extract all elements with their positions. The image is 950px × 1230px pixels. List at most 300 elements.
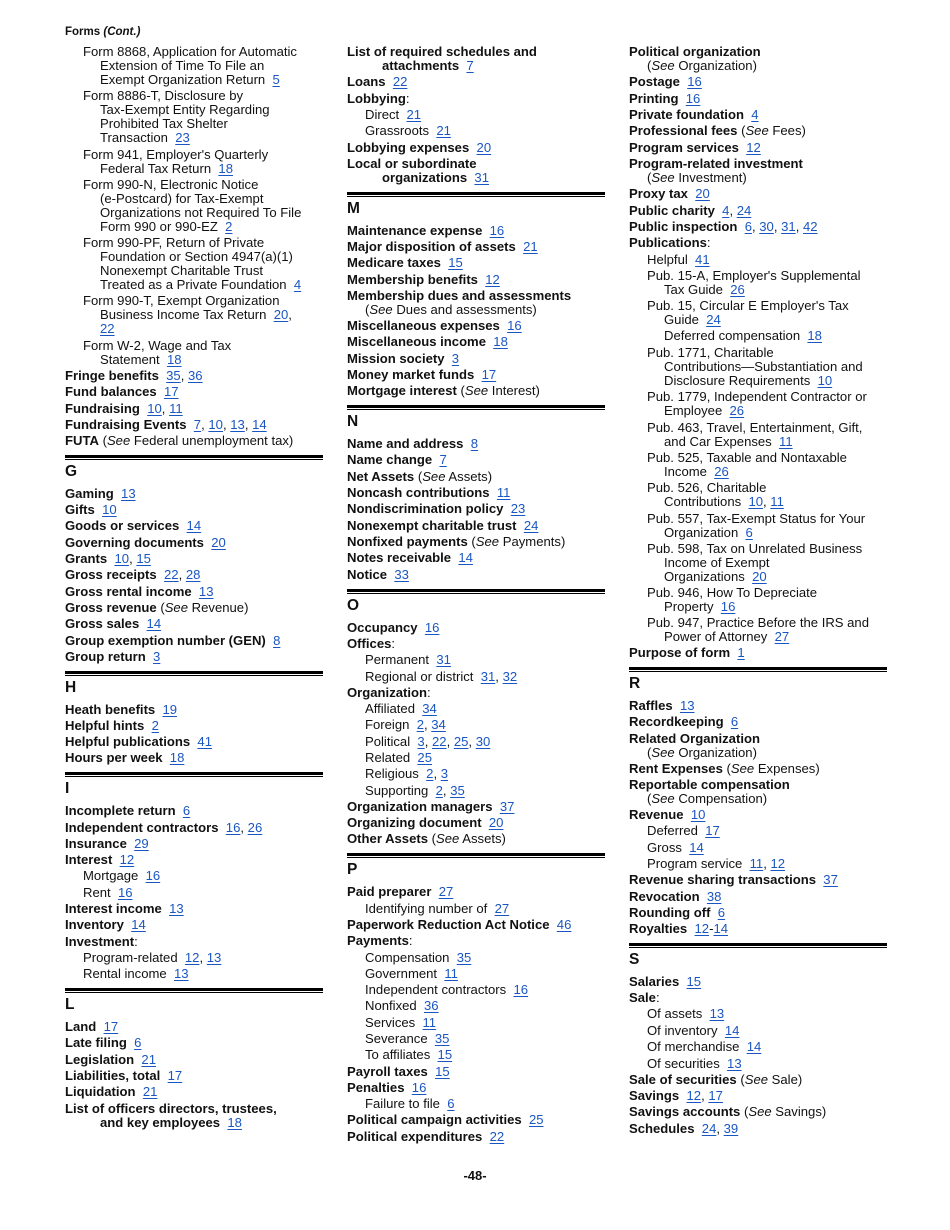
page-link[interactable]: 27	[438, 884, 454, 899]
entry-term: Form 990-PF, Return of Private	[83, 235, 265, 250]
page-link[interactable]: 21	[406, 107, 422, 122]
page-link[interactable]: 38	[706, 889, 722, 904]
page-link[interactable]: 18	[218, 161, 233, 176]
index-entry	[629, 140, 761, 156]
index-entry	[629, 186, 710, 202]
page-link[interactable]: 12	[485, 272, 500, 287]
page-link[interactable]: 33	[394, 567, 409, 582]
page-link[interactable]: 26	[714, 464, 729, 479]
page-link[interactable]: 20	[695, 186, 710, 201]
page-link[interactable]: 11	[779, 434, 793, 449]
page-link[interactable]: 14	[689, 840, 704, 855]
page-link[interactable]: 41	[695, 252, 710, 267]
page-link[interactable]: 22	[163, 567, 179, 582]
entry-term: Fringe benefits	[65, 368, 159, 383]
index-entry: Payments:	[347, 933, 413, 948]
page-link[interactable]: 29	[134, 836, 149, 851]
index-entry: Investment:	[65, 934, 138, 949]
index-entry: (See Investment)	[647, 170, 747, 185]
index-entry	[65, 1084, 157, 1100]
page-link[interactable]: 37	[499, 799, 515, 814]
page-link[interactable]: 21	[142, 1084, 158, 1099]
page-link[interactable]: 11	[770, 494, 784, 509]
page-link[interactable]: 16	[489, 223, 505, 238]
entry-term: Gifts	[65, 502, 95, 517]
page-link[interactable]: 24	[523, 518, 539, 533]
page-link[interactable]: 14	[713, 921, 729, 936]
page-link[interactable]: 14	[146, 616, 162, 631]
entry-term: Medicare taxes	[347, 255, 441, 270]
page-link[interactable]: 11	[496, 485, 511, 500]
entry-term: Failure to file	[365, 1096, 440, 1111]
page-link[interactable]: 23	[175, 130, 190, 145]
page-link[interactable]: 17	[481, 367, 497, 382]
page-link[interactable]: 24	[706, 312, 721, 327]
entry-term: Legislation	[65, 1052, 135, 1067]
page-link[interactable]: 23	[510, 501, 526, 516]
index-entry	[100, 161, 233, 177]
index-entry	[647, 1023, 739, 1039]
page-link[interactable]: 16	[687, 74, 702, 89]
see-label: See	[369, 302, 393, 317]
entry-term: Nondiscrimination policy	[347, 501, 504, 516]
page-link[interactable]: 11	[422, 1015, 437, 1030]
entry-term: To affiliates	[365, 1047, 431, 1062]
index-entry	[347, 501, 525, 517]
page-link[interactable]: 12	[119, 852, 135, 867]
page-link[interactable]: 13	[169, 901, 184, 916]
entry-term: Transaction	[100, 130, 168, 145]
page-link[interactable]: 10	[208, 417, 223, 432]
page-link[interactable]: 2	[426, 766, 434, 781]
index-entry	[629, 807, 705, 823]
entry-term: Membership benefits	[347, 272, 478, 287]
entry-term: Organization	[664, 525, 739, 540]
entry-term: Money market funds	[347, 367, 475, 382]
entry-term: Paid preparer	[347, 884, 432, 899]
see-label: See	[651, 170, 675, 185]
page-link[interactable]: 39	[723, 1121, 739, 1136]
index-entry: Sale of securities (See Sale)	[629, 1072, 803, 1087]
page-link[interactable]: 25	[453, 734, 469, 749]
page-link[interactable]: 6	[744, 219, 752, 234]
page-link[interactable]: 16	[720, 599, 736, 614]
index-entry	[664, 599, 735, 615]
entry-term: Organization	[347, 685, 428, 700]
page-link[interactable]: 27	[774, 629, 790, 644]
index-entry	[347, 815, 503, 831]
page-link[interactable]: 30	[475, 734, 491, 749]
entry-term: Form 8868, Application for Automatic	[83, 44, 297, 59]
index-entry	[347, 917, 571, 933]
page-link[interactable]: 2	[151, 718, 159, 733]
index-entry	[65, 502, 117, 518]
entry-term: Pub. 947, Practice Before the IRS and	[647, 615, 869, 630]
page-link[interactable]: 3	[451, 351, 460, 366]
page-link[interactable]: 7	[193, 417, 202, 432]
entry-term: Miscellaneous expenses	[347, 318, 500, 333]
entry-term: Investment	[65, 934, 135, 949]
entry-term: Royalties	[629, 921, 688, 936]
index-entry	[65, 718, 159, 734]
page-link[interactable]: 17	[705, 823, 720, 838]
entry-term: Land	[65, 1019, 97, 1034]
page-link[interactable]: 16	[145, 868, 161, 883]
page-link[interactable]: 21	[523, 239, 538, 254]
page-link[interactable]: 16	[513, 982, 529, 997]
index-entry: Publications:	[629, 235, 711, 250]
page-link[interactable]: 10	[147, 401, 162, 416]
page-link[interactable]: 24	[736, 203, 752, 218]
index-entry	[65, 852, 134, 868]
entry-term: Contributions—Substantiation and	[664, 359, 863, 374]
index-entry: Program service 11, 12	[647, 856, 786, 871]
page-link[interactable]: 13	[679, 698, 695, 713]
entry-term: Fundraising Events	[65, 417, 187, 432]
index-entry	[65, 649, 160, 665]
section-letter: N	[347, 413, 359, 430]
page-link[interactable]: 20	[488, 815, 504, 830]
index-entry	[347, 452, 447, 468]
page-link[interactable]: 12	[746, 140, 761, 155]
page-link[interactable]: 31	[480, 669, 496, 684]
index-entry: (See Organization)	[647, 745, 757, 760]
page-link[interactable]: 17	[708, 1088, 723, 1103]
page-link[interactable]: 32	[502, 669, 518, 684]
page-link[interactable]: 22	[100, 321, 115, 336]
entry-term: Pub. 557, Tax-Exempt Status for Your	[647, 511, 866, 526]
page-link[interactable]: 4	[293, 277, 302, 292]
index-entry	[365, 701, 437, 717]
page-link[interactable]: 37	[823, 872, 838, 887]
index-entry: Other Assets (See Assets)	[347, 831, 506, 846]
page-link[interactable]: 46	[556, 917, 572, 932]
page-link[interactable]: 6	[134, 1035, 142, 1050]
page-link[interactable]: 22	[392, 74, 408, 89]
entry-term: Loans	[347, 74, 386, 89]
page-link[interactable]: 25	[417, 750, 432, 765]
section-rule	[629, 667, 887, 672]
entry-term: Sale of securities	[629, 1072, 737, 1087]
page-link[interactable]: 3	[153, 649, 161, 664]
index-entry	[647, 1039, 761, 1055]
page-link[interactable]: 21	[436, 123, 451, 138]
entry-term: Tax-Exempt Entity Regarding	[100, 102, 270, 117]
page-link[interactable]: 35	[434, 1031, 450, 1046]
entry-term: Form W-2, Wage and Tax	[83, 338, 232, 353]
index-entry	[365, 998, 439, 1014]
page-link[interactable]: 24	[701, 1121, 717, 1136]
page-link[interactable]: 16	[411, 1080, 427, 1095]
section-rule	[65, 671, 323, 676]
index-entry	[347, 1080, 426, 1096]
page-link[interactable]: 10	[690, 807, 706, 822]
index-entry	[100, 321, 115, 337]
entry-term: Savings accounts	[629, 1104, 741, 1119]
page-link[interactable]: 5	[272, 72, 280, 87]
page-link[interactable]: 12	[770, 856, 786, 871]
page-link[interactable]: 18	[493, 334, 508, 349]
entry-term: and key employees	[100, 1115, 221, 1130]
index-entry	[347, 620, 439, 636]
page-link[interactable]: 16	[117, 885, 133, 900]
page-link[interactable]: 12	[694, 921, 710, 936]
page-link[interactable]: 34	[422, 701, 437, 716]
page-link[interactable]: 6	[447, 1096, 455, 1111]
page-link[interactable]: 13	[173, 966, 189, 981]
page-link[interactable]: 4	[751, 107, 759, 122]
page-link[interactable]: 31	[474, 170, 489, 185]
entry-term: Penalties	[347, 1080, 405, 1095]
see-label: See	[651, 745, 675, 760]
page-link[interactable]: 26	[247, 820, 263, 835]
index-entry	[647, 252, 710, 268]
entry-term: Nonexempt charitable trust	[347, 518, 517, 533]
page-link[interactable]: 20	[211, 535, 226, 550]
see-label: See	[475, 534, 500, 549]
entry-term: Political campaign activities	[347, 1112, 522, 1127]
index-entry	[65, 384, 179, 400]
entry-term: Program services	[629, 140, 739, 155]
page-link[interactable]: 16	[685, 91, 701, 106]
page-link[interactable]: 16	[424, 620, 440, 635]
entry-term: Services	[365, 1015, 416, 1030]
page-link[interactable]: 11	[749, 856, 764, 871]
page-link[interactable]: 19	[162, 702, 178, 717]
page-link[interactable]: 17	[163, 384, 179, 399]
index-entry	[629, 974, 701, 990]
page-link[interactable]: 15	[448, 255, 463, 270]
page-link[interactable]: 17	[167, 1068, 183, 1083]
entry-term: Gross receipts	[65, 567, 157, 582]
section-letter: H	[65, 679, 77, 696]
index-entry	[629, 905, 725, 921]
page-link[interactable]: 8	[470, 436, 479, 451]
index-entry	[629, 889, 721, 905]
page-link[interactable]: 31	[781, 219, 796, 234]
page-link[interactable]: 27	[494, 901, 510, 916]
section-rule	[65, 772, 323, 777]
page-link[interactable]: 42	[802, 219, 818, 234]
page-link[interactable]: 13	[709, 1006, 725, 1021]
page-link[interactable]: 6	[730, 714, 739, 729]
page-link[interactable]: 14	[746, 1039, 762, 1054]
page-link[interactable]: 2	[225, 219, 233, 234]
page-link[interactable]: 10	[817, 373, 833, 388]
index-entry	[100, 219, 232, 235]
header-cont: (Cont.)	[103, 26, 141, 38]
page-link[interactable]: 6	[745, 525, 753, 540]
page-link[interactable]: 3	[440, 766, 449, 781]
page-link[interactable]: 10	[102, 502, 117, 517]
entry-term: Grants	[65, 551, 108, 566]
section-rule	[629, 943, 887, 948]
page-link[interactable]: 7	[439, 452, 447, 467]
page-link[interactable]: 2	[435, 783, 443, 798]
index-entry	[100, 130, 190, 146]
page-link[interactable]: 15	[435, 1064, 450, 1079]
see-label: See	[651, 791, 675, 806]
page-link[interactable]: 30	[759, 219, 774, 234]
page-link[interactable]: 11	[169, 401, 183, 416]
page-link[interactable]: 20	[752, 569, 767, 584]
page-link[interactable]: 22	[431, 734, 447, 749]
see-label: See	[730, 761, 755, 776]
entry-term: Interest income	[65, 901, 162, 916]
index-entry: (See Organization)	[647, 58, 757, 73]
page-link[interactable]: 13	[230, 417, 245, 432]
page-link[interactable]: 14	[131, 917, 146, 932]
index-entry: Organization:	[347, 685, 431, 700]
entry-term: Noncash contributions	[347, 485, 490, 500]
page-link[interactable]: 22	[489, 1129, 505, 1144]
page-link[interactable]: 12	[184, 950, 200, 965]
page-link[interactable]: 8	[273, 633, 281, 648]
page-link[interactable]: 13	[121, 486, 136, 501]
entry-term: Federal Tax Return	[100, 161, 212, 176]
page-link[interactable]: 18	[807, 328, 822, 343]
page-link[interactable]: 13	[206, 950, 222, 965]
page-link[interactable]: 4	[722, 203, 730, 218]
entry-term: Rounding off	[629, 905, 711, 920]
page-link[interactable]: 1	[737, 645, 745, 660]
index-entry	[382, 58, 474, 74]
index-entry	[629, 872, 838, 888]
entry-term: Mortgage interest	[347, 383, 457, 398]
page-link[interactable]: 14	[186, 518, 202, 533]
index-entry	[347, 485, 510, 501]
page-link[interactable]: 14	[458, 550, 473, 565]
page-link[interactable]: 18	[169, 750, 185, 765]
entry-term: Pub. 946, How To Depreciate	[647, 585, 818, 600]
see-label: See	[651, 58, 675, 73]
page-link[interactable]: 20	[273, 307, 289, 322]
page-link[interactable]: 35	[450, 783, 465, 798]
entry-term: Form 990 or 990-EZ	[100, 219, 218, 234]
page-link[interactable]: 21	[141, 1052, 156, 1067]
page-link[interactable]: 11	[444, 966, 458, 981]
entry-term: Revenue sharing transactions	[629, 872, 817, 887]
index-entry	[65, 584, 213, 600]
page-link[interactable]: 20	[476, 140, 492, 155]
index-entry: Program-related 12, 13	[83, 950, 222, 965]
page-link[interactable]: 26	[729, 403, 745, 418]
page-link[interactable]: 25	[528, 1112, 544, 1127]
page-link[interactable]: 12	[686, 1088, 702, 1103]
entry-term: Recordkeeping	[629, 714, 724, 729]
page-link[interactable]: 31	[436, 652, 451, 667]
page-link[interactable]: 14	[252, 417, 267, 432]
page-link[interactable]: 26	[730, 282, 745, 297]
entry-term: Permanent	[365, 652, 430, 667]
entry-term: Gaming	[65, 486, 114, 501]
entry-term: Pub. 463, Travel, Entertainment, Gift,	[647, 420, 863, 435]
page-link[interactable]: 18	[166, 352, 182, 367]
page-link[interactable]: 7	[466, 58, 474, 73]
entry-term: Compensation	[365, 950, 450, 965]
page-link[interactable]: 14	[724, 1023, 740, 1038]
section-letter: M	[347, 200, 360, 217]
page-link[interactable]: 17	[103, 1019, 119, 1034]
entry-term: Rent	[83, 885, 111, 900]
entry-term: Program-related	[83, 950, 178, 965]
entry-term: Helpful publications	[65, 734, 191, 749]
index-entry: Business Income Tax Return 20,	[100, 307, 292, 322]
section-letter: P	[347, 861, 358, 878]
index-entry: Savings 12, 17	[629, 1088, 723, 1103]
page-link[interactable]: 35	[166, 368, 181, 383]
page-link[interactable]: 16	[507, 318, 522, 333]
page-link[interactable]: 41	[197, 734, 212, 749]
index-entry	[65, 486, 136, 502]
page-link[interactable]: 34	[431, 717, 446, 732]
index-entry	[65, 633, 280, 649]
header-label: Forms	[65, 26, 101, 38]
entry-term: Severance	[365, 1031, 428, 1046]
entry-term: Deferred	[647, 823, 698, 838]
page-link[interactable]: 10	[748, 494, 764, 509]
entry-term: Notice	[347, 567, 388, 582]
page-link[interactable]: 2	[416, 717, 424, 732]
entry-term: Exempt Organization Return	[100, 72, 266, 87]
entry-term: Name and address	[347, 436, 464, 451]
page-link[interactable]: 6	[182, 803, 191, 818]
page-link[interactable]: 15	[136, 551, 151, 566]
entry-term: Revenue	[629, 807, 684, 822]
entry-term: List of required schedules and	[347, 44, 537, 59]
index-entry	[365, 966, 458, 982]
page-link[interactable]: 36	[188, 368, 203, 383]
page-link[interactable]: 15	[437, 1047, 453, 1062]
entry-term: Organizations not Required To File	[100, 205, 302, 220]
entry-term: Treated as a Private Foundation	[100, 277, 287, 292]
page-link[interactable]: 10	[114, 551, 130, 566]
index-entry	[365, 1096, 455, 1112]
page-link[interactable]: 15	[686, 974, 702, 989]
index-entry	[347, 223, 504, 239]
index-entry	[100, 352, 182, 368]
page-link[interactable]: 13	[727, 1056, 742, 1071]
page-link[interactable]: 35	[456, 950, 472, 965]
entry-term: Group exemption number (GEN)	[65, 633, 266, 648]
entry-term: organizations	[382, 170, 468, 185]
entry-term: Pub. 15, Circular E Employer's Tax	[647, 298, 849, 313]
index-entry	[65, 734, 212, 750]
page-link[interactable]: 3	[417, 734, 425, 749]
entry-term: Program service	[647, 856, 743, 871]
see-label: See	[436, 831, 460, 846]
entry-term: Professional fees	[629, 123, 738, 138]
page-link[interactable]: 28	[185, 567, 201, 582]
section-letter: L	[65, 996, 75, 1013]
page-link[interactable]: 16	[225, 820, 241, 835]
index-entry	[347, 74, 407, 90]
page-link[interactable]: 36	[423, 998, 439, 1013]
index-entry	[347, 334, 508, 350]
index-entry	[83, 868, 160, 884]
entry-term: Net Assets	[347, 469, 415, 484]
index-entry: Independent contractors 16, 26	[65, 820, 263, 835]
entry-term: Related Organization	[629, 731, 760, 746]
entry-term: (e-Postcard) for Tax-Exempt	[100, 191, 264, 206]
page-link[interactable]: 18	[227, 1115, 242, 1130]
page-link[interactable]: 6	[717, 905, 726, 920]
entry-term: Group return	[65, 649, 146, 664]
page-link[interactable]: 13	[198, 584, 214, 599]
index-entry: Lobbying:	[347, 91, 410, 106]
entry-term: Liabilities, total	[65, 1068, 161, 1083]
entry-term: Disclosure Requirements	[664, 373, 811, 388]
